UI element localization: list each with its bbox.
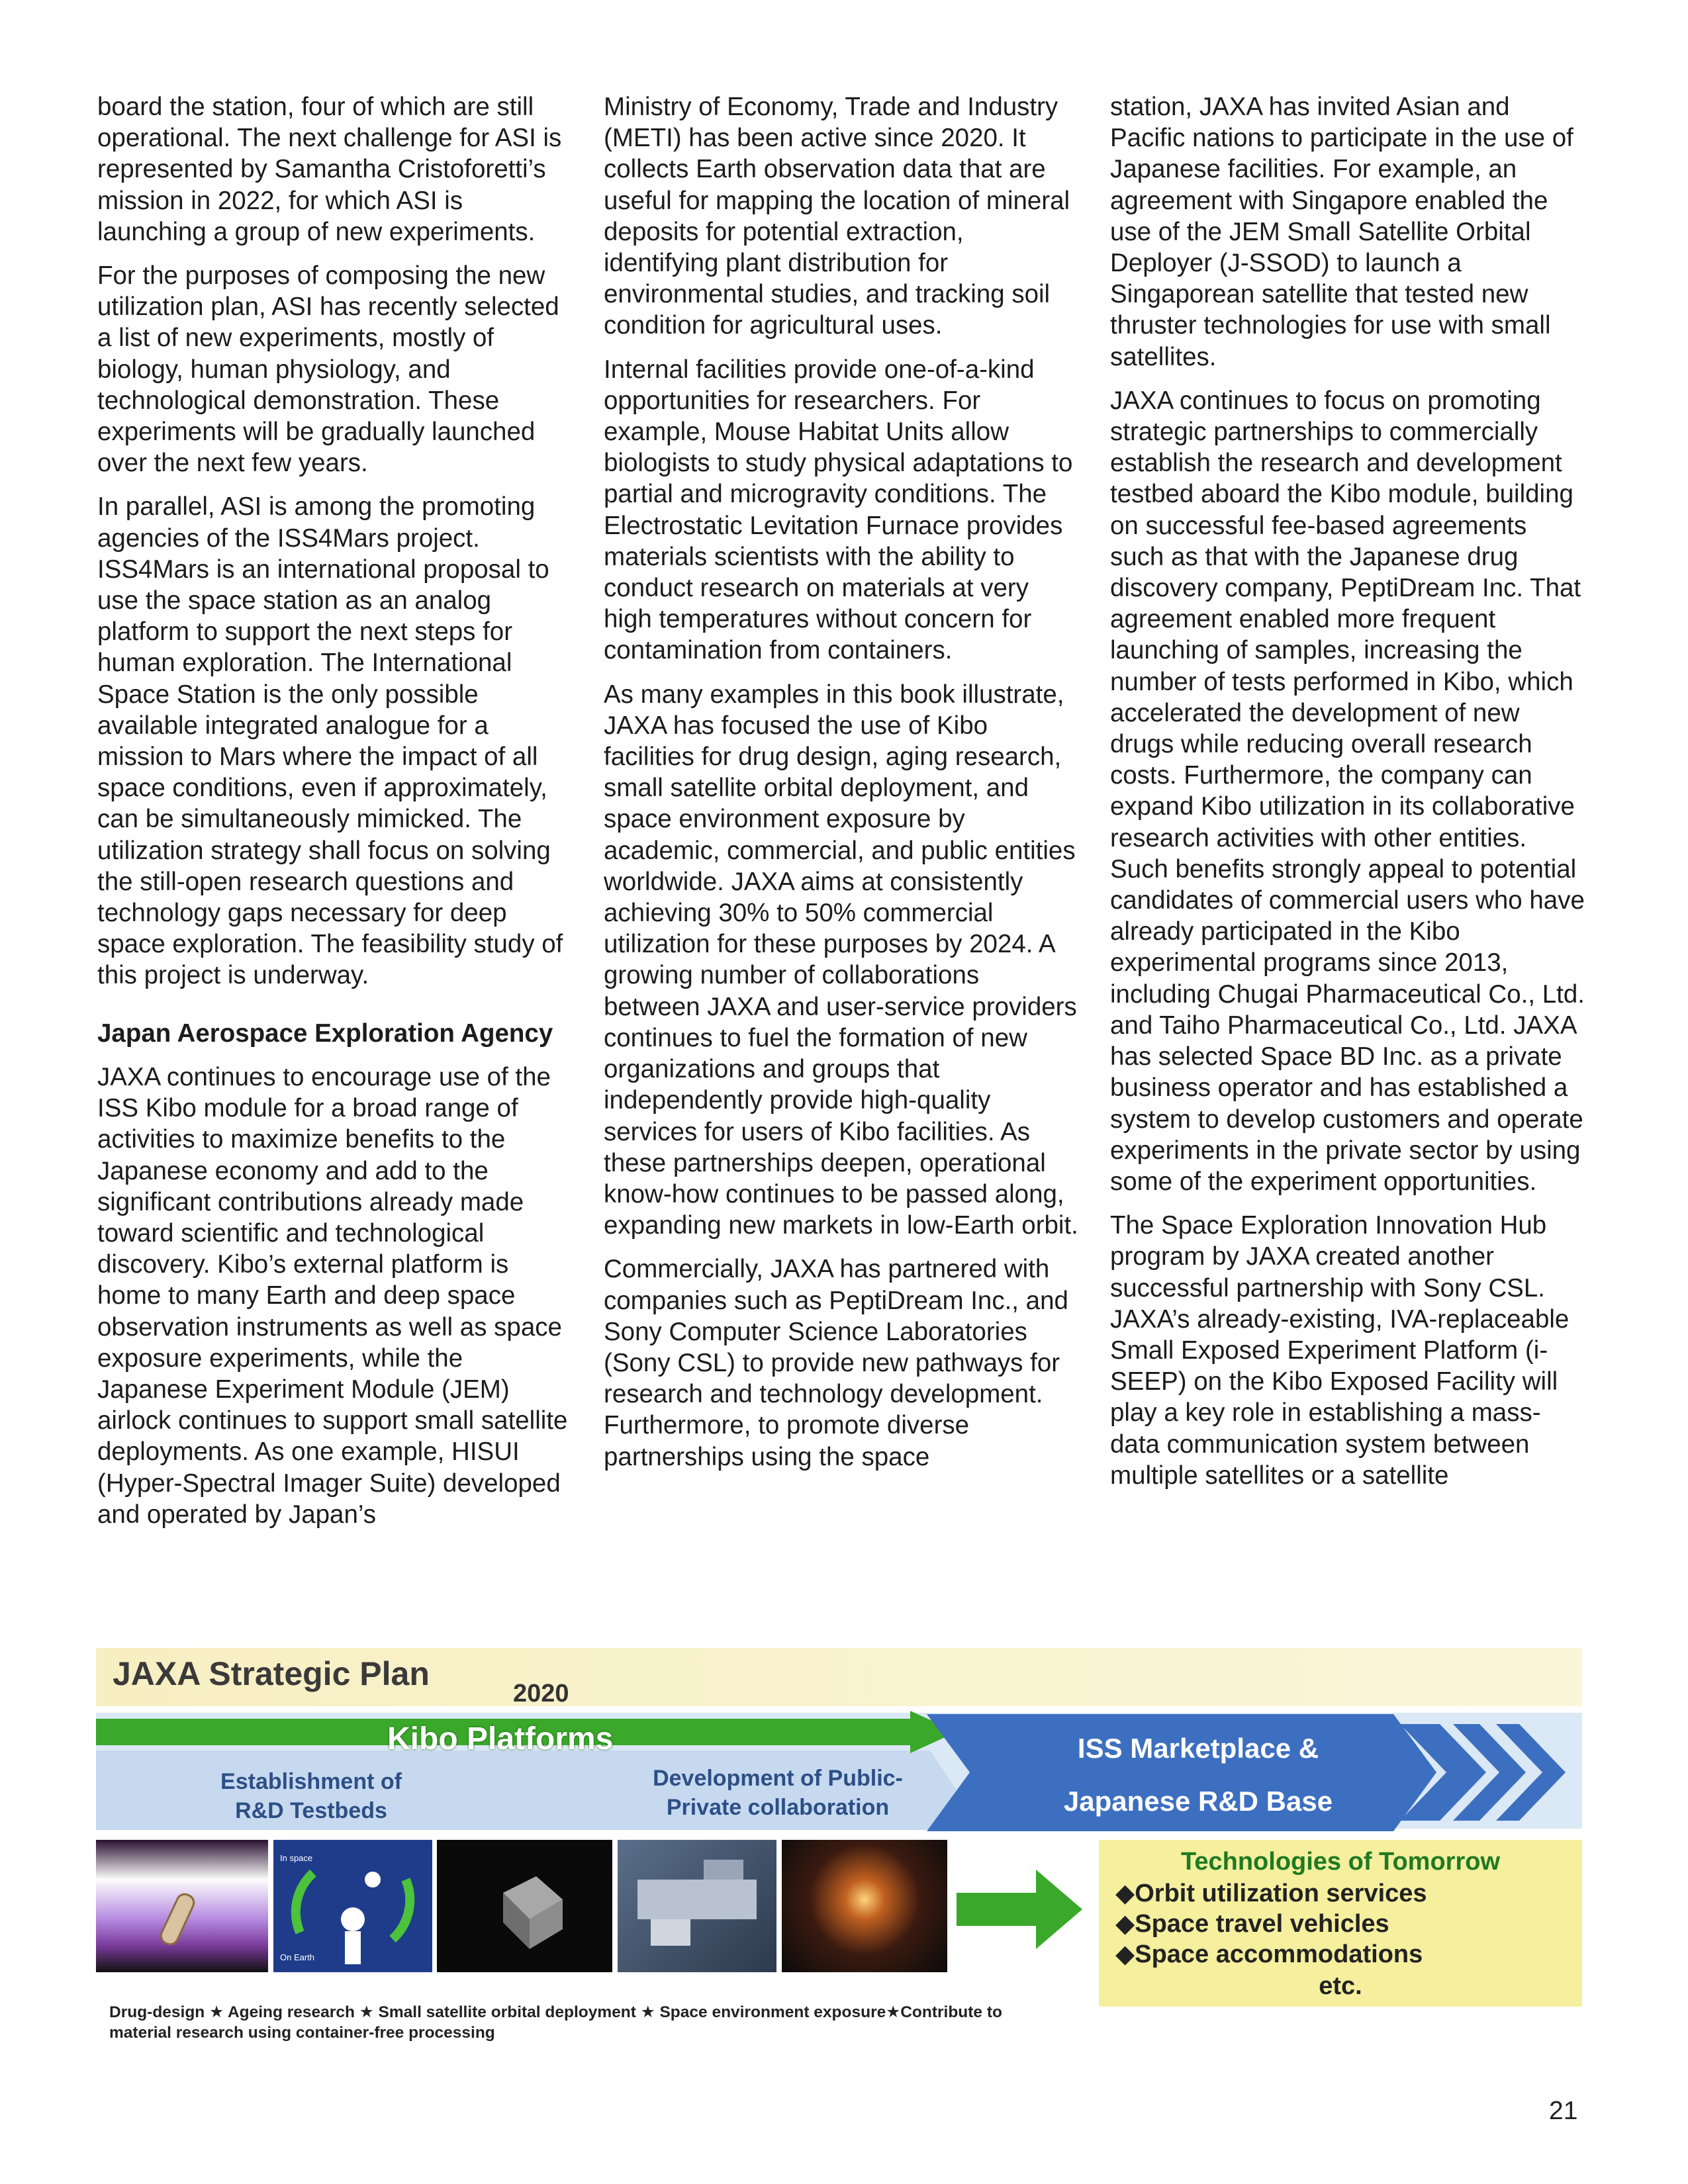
iss-line-2: Japanese R&D Base xyxy=(1063,1786,1333,1817)
development-line-2: Private collaboration xyxy=(666,1795,890,1820)
cubesat-icon xyxy=(437,1840,612,1972)
small-satellite-photo xyxy=(437,1840,612,1972)
paragraph: Commercially, JAXA has partnered with companies such as PeptiDream Inc., and Sony Computer Science Laboratories (Sony CSL) to provide new pathways for research and technology development. Furthermore, to promote diverse partnerships using the space xyxy=(604,1255,1068,1471)
tech-item: ◆Orbit utilization services xyxy=(1115,1880,1427,1907)
paragraph: In parallel, ASI is among the promoting agencies of the ISS4Mars project. ISS4Mars is an international proposal to use the space station as an analog platform to support the next steps for human exploration. The International Space Station is the only possible available integrated analogue for a mission to Mars where the impact of all space conditions, even if approximately, can be simultaneously mimicked. The utilization strategy shall focus on solving the still-open research questions and technology gaps necessary for deep space exploration. The feasibility study of this project is underway. xyxy=(97,492,563,990)
in-space-label: In space xyxy=(280,1853,313,1863)
paragraph: The Space Exploration Innovation Hub program by JAXA created another successful partnership with Sony CSL. JAXA’s already-existing, IVA-replaceable Small Exposed Experiment Platform (i-SEEP) on the Kibo Exposed Facility will play a key role in establishing a mass-data communication system between multiple satellites or a satellite xyxy=(1110,1211,1570,1490)
paragraph: For the purposes of composing the new utilization plan, ASI has recently selected a list of new experiments, mostly of biology, human physiology, and technological demonstration. These experiments will be gradually launched over the next few years. xyxy=(97,261,559,478)
paragraph: board the station, four of which are still operational. The next challenge for ASI is represented by Samantha Cristoforetti’s mission in 2022, for which ASI is launching a group of new experiments. xyxy=(97,93,562,246)
strategic-plan-figure xyxy=(96,1648,1582,2052)
figure-year: 2020 xyxy=(513,1680,569,1707)
tech-item: ◆Space accommodations xyxy=(1115,1940,1423,1968)
establishment-line-1: Establishment of xyxy=(220,1769,402,1794)
caption-line-1: Drug-design ★ Ageing research ★ Small satellite orbital deployment ★ Space environment exposure★Contribute to xyxy=(109,2003,1002,2021)
paragraph: As many examples in this book illustrate, JAXA has focused the use of Kibo facilities for drug design, aging research, small satellite orbital deployment, and space environment exposure by academic, commercial, and public entities worldwide. JAXA aims at consistently achieving 30% to 50% commercial utilization for these purposes by 2024. A growing number of collaborations between JAXA and user-service providers continues to fuel the formation of new organizations and groups that independently provide high-quality services for users of Kibo facilities. As these partnerships deepen, operational know-how continues to be passed along, expanding new markets in low-Earth orbit. xyxy=(604,680,1078,1240)
space-exposure-photo xyxy=(618,1840,776,1972)
development-label xyxy=(606,1764,950,1822)
paragraph: JAXA continues to focus on promoting strategic partnerships to commercially establish the research and development testbed aboard the Kibo module, building on successful fee-based agreements such as that with the Japanese drug discovery company, PeptiDream Inc. That agreement enabled more frequent launching of samples, increasing the number of tests performed in Kibo, which accelerated the development of new drugs while reducing overall research costs. Furthermore, the company can expand Kibo utilization in its collaborative research activities with other entities. Such benefits strongly appeal to potential candidates of commercial users who have already participated in the Kibo experimental programs since 2013, including Chugai Pharmaceutical Co., Ltd. and Taiho Pharmaceutical Co., Ltd. JAXA has selected Space BD Inc. as a private business operator and has established a system to develop customers and operate experiments in the private sector by using some of the experiment opportunities. xyxy=(1110,386,1585,1196)
paragraph: station, JAXA has invited Asian and Pacific nations to participate in the use of Japanese facilities. For example, an agreement with Singapore enabled the use of the JEM Small Satellite Orbital Deployer (J-SSOD) to launch a Singaporean satellite that tested new thruster technologies for use with small satellites. xyxy=(1110,93,1573,371)
crystal-capsule-icon xyxy=(96,1840,268,1972)
kibo-platforms-label: Kibo Platforms xyxy=(387,1721,614,1756)
iss-line-1: ISS Marketplace & xyxy=(1077,1733,1319,1764)
establishment-label xyxy=(202,1767,420,1825)
text-column-2 xyxy=(604,91,1080,1485)
section-heading: Japan Aerospace Exploration Agency xyxy=(97,1019,553,1048)
tech-etc: etc. xyxy=(1319,1972,1362,2000)
text-column-3 xyxy=(1110,91,1587,1504)
levitation-furnace-photo xyxy=(782,1840,947,1972)
tech-item: ◆Space travel vehicles xyxy=(1115,1910,1389,1938)
page-number: 21 xyxy=(1549,2097,1578,2125)
photo-strip xyxy=(96,1840,1089,1972)
technologies-box xyxy=(1099,1840,1582,2007)
paragraph: Ministry of Economy, Trade and Industry (METI) has been active since 2020. It collects Earth observation data that are useful for mapping the location of mineral deposits for potential extraction, identifying plant distribution for environmental studies, and tracking soil condition for agricultural uses. xyxy=(604,93,1070,340)
exposed-facility-icon xyxy=(618,1840,776,1972)
iss-marketplace-label xyxy=(996,1722,1400,1828)
text-column-1 xyxy=(97,91,574,1543)
right-arrow-icon xyxy=(957,1870,1089,1949)
development-line-1: Development of Public- xyxy=(653,1766,903,1791)
drug-design-photo xyxy=(96,1840,268,1972)
on-earth-label: On Earth xyxy=(280,1952,315,1962)
ageing-research-photo xyxy=(273,1840,432,1972)
paragraph: JAXA continues to encourage use of the ISS Kibo module for a broad range of activities to maximize benefits to the Japanese economy and add to the significant contributions already made toward scientific and technological discovery. Kibo’s external platform is home to many Earth and deep space observation instruments as well as space exposure experiments, while the Japanese Experiment Module (JEM) airlock continues to support small satellite deployments. As one example, HISUI (Hyper-Spectral Imager Suite) developed and operated by Japan’s xyxy=(97,1062,568,1529)
establishment-line-2: R&D Testbeds xyxy=(235,1798,387,1823)
figure-caption xyxy=(109,2002,1089,2043)
paragraph: Internal facilities provide one-of-a-kind opportunities for researchers. For example, Mouse Habitat Units allow biologists to study physical adaptations to partial and microgravity conditions. The Electrostatic Levitation Furnace provides materials scientists with the ability to conduct research on materials at very high temperatures without concern for contamination from containers. xyxy=(604,355,1073,665)
figure-title: JAXA Strategic Plan xyxy=(113,1655,430,1692)
caption-line-2: material research using container-free processing xyxy=(109,2024,495,2042)
technologies-title: Technologies of Tomorrow xyxy=(1180,1848,1501,1876)
